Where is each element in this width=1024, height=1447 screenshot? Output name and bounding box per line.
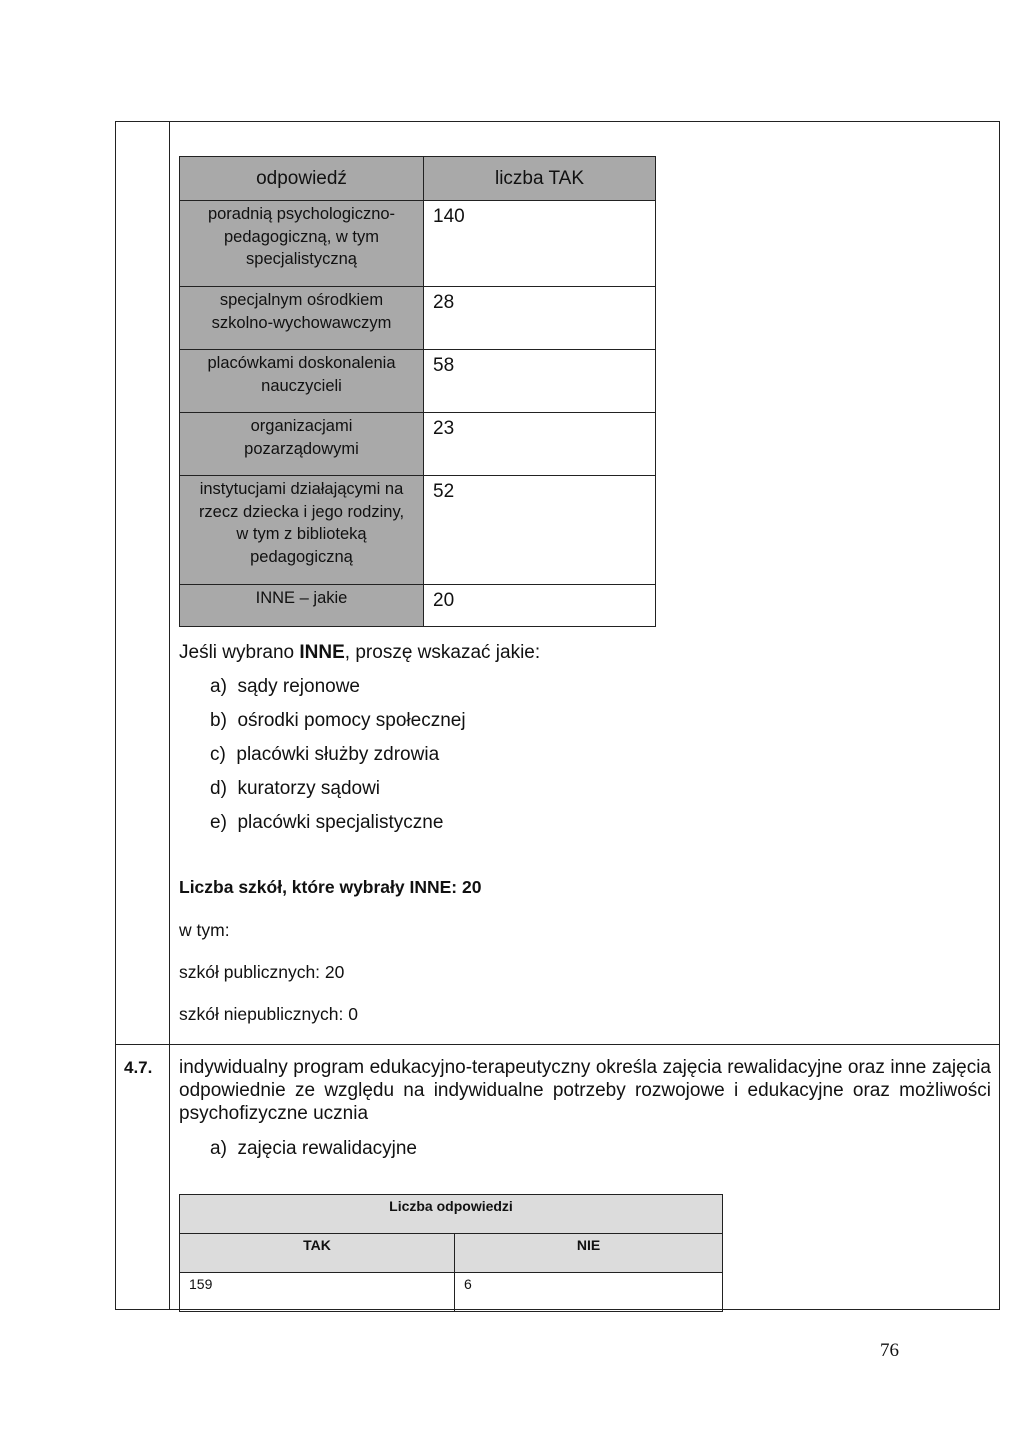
section-item <box>210 1138 417 1160</box>
no-header: NIE <box>455 1234 723 1273</box>
yes-value: 159 <box>180 1273 455 1312</box>
list-item <box>210 710 466 732</box>
column-divider <box>169 121 170 1310</box>
row-label <box>180 201 424 287</box>
table-row <box>180 350 656 413</box>
count-header-row <box>180 1234 723 1273</box>
list-marker: b) <box>210 710 227 731</box>
other-summary: Liczba szkół, które wybrały INNE: 20 <box>179 877 482 897</box>
w-tym-label: w tym: <box>179 920 230 940</box>
row-divider <box>115 1044 1000 1045</box>
label-line: poradnią psychologiczno- <box>207 205 396 223</box>
nonpublic-count: szkół niepublicznych: 0 <box>179 1004 358 1024</box>
section-number: 4.7. <box>124 1058 153 1077</box>
table-row <box>180 585 656 627</box>
prompt-bold: INNE <box>299 642 345 663</box>
label-line: pedagogiczną <box>250 547 353 566</box>
list-text: sądy rejonowe <box>237 676 360 697</box>
yes-header: TAK <box>180 1234 455 1273</box>
list-text: zajęcia rewalidacyjne <box>237 1138 418 1159</box>
label-line: organizacjami <box>250 417 353 435</box>
label-line: placówkami doskonalenia <box>207 354 396 372</box>
list-item <box>210 676 360 698</box>
row-value: 23 <box>424 413 656 476</box>
no-value: 6 <box>455 1273 723 1312</box>
row-value: 140 <box>424 201 656 287</box>
count-title: Liczba odpowiedzi <box>180 1195 723 1234</box>
list-marker: d) <box>210 778 227 799</box>
section-text: indywidualny program edukacyjno-terapeutyczny określa zajęcia rewalidacyjne oraz inne zajęcia odpowiednie ze względu na indywidualne potrzeby rozwojowe i edukacyjne oraz możliwości psychofizyczne ucznia <box>179 1057 991 1124</box>
public-count: szkół publicznych: 20 <box>179 962 345 982</box>
label-line: szkolno-wychowawczym <box>211 313 392 332</box>
label-line: rzecz dziecka i jego rodziny, <box>198 502 405 521</box>
list-text: ośrodki pomocy społecznej <box>237 710 466 731</box>
table-row <box>180 476 656 585</box>
list-marker: a) <box>210 1138 227 1159</box>
list-marker: a) <box>210 676 227 697</box>
col-answer-header: odpowiedź <box>180 157 424 201</box>
label-line: specjalistyczną <box>246 250 357 268</box>
response-table-header <box>180 157 656 201</box>
row-value: 52 <box>424 476 656 585</box>
label-line: specjalnym ośrodkiem <box>219 291 384 309</box>
list-item <box>210 744 439 766</box>
row-label <box>180 350 424 413</box>
count-value-row <box>180 1273 723 1312</box>
label-line: pedagogiczną, w tym <box>223 227 379 246</box>
row-label <box>180 413 424 476</box>
table-row <box>180 201 656 287</box>
count-table <box>179 1194 723 1312</box>
row-value: 58 <box>424 350 656 413</box>
response-table <box>179 156 656 627</box>
row-value: 28 <box>424 287 656 350</box>
col-yes-count-header: liczba TAK <box>424 157 656 201</box>
row-label <box>180 287 424 350</box>
list-marker: c) <box>210 744 226 765</box>
list-marker: e) <box>210 812 227 833</box>
label-line: pozarządowymi <box>244 439 359 458</box>
page-number: 76 <box>880 1340 899 1361</box>
row-label <box>180 585 424 627</box>
other-prompt <box>179 642 540 664</box>
list-item <box>210 778 380 800</box>
list-item <box>210 812 443 834</box>
list-text: placówki służby zdrowia <box>236 744 440 765</box>
label-line: INNE – jakie <box>255 589 348 607</box>
list-text: kuratorzy sądowi <box>237 778 381 799</box>
label-line: instytucjami działającymi na <box>199 480 404 498</box>
list-text: placówki specjalistyczne <box>237 812 444 833</box>
label-line: nauczycieli <box>261 376 342 395</box>
count-title-row <box>180 1195 723 1234</box>
table-row <box>180 287 656 350</box>
row-label <box>180 476 424 585</box>
prompt-text: Jeśli wybrano <box>179 642 300 663</box>
prompt-text: , proszę wskazać jakie: <box>344 642 541 663</box>
row-value: 20 <box>424 585 656 627</box>
label-line: w tym z biblioteką <box>236 525 367 543</box>
table-row <box>180 413 656 476</box>
